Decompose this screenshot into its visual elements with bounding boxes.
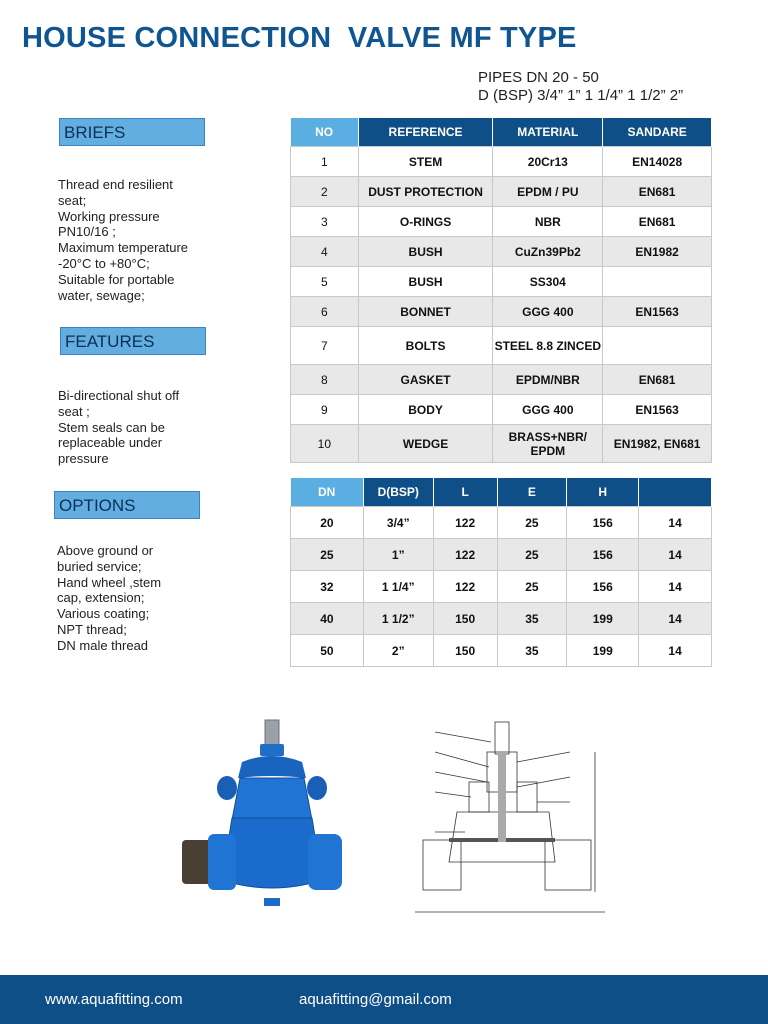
cell-material: GGG 400 <box>493 395 603 425</box>
options-line: buried service; <box>57 558 142 574</box>
cell-no: 3 <box>291 207 359 237</box>
briefs-line: -20°C to +80°C; <box>58 255 150 271</box>
page-title: HOUSE CONNECTION VALVE MF TYPE <box>22 22 577 54</box>
cell-material: 20Cr13 <box>493 147 603 177</box>
cell-d-bsp: 2” <box>363 635 433 667</box>
col-header-d-bsp: D(BSP) <box>363 478 433 507</box>
options-heading: OPTIONS <box>54 491 200 519</box>
briefs-heading: BRIEFS <box>59 118 205 146</box>
table-row <box>291 177 712 207</box>
col-header-reference: REFERENCE <box>358 118 493 147</box>
cell-d-bsp: 1 1/4” <box>363 571 433 603</box>
briefs-line: water, sewage; <box>58 287 145 303</box>
email-link[interactable]: aquafitting@gmail.com <box>299 991 452 1008</box>
dimensions-table <box>290 478 712 667</box>
table-row <box>291 327 712 365</box>
body-shape <box>222 818 322 888</box>
briefs-line: Thread end resilient <box>58 177 173 192</box>
cell-material: EPDM/NBR <box>493 365 603 395</box>
cell-standard: EN1982, EN681 <box>603 425 712 463</box>
options-line: Hand wheel ,stem <box>57 574 162 590</box>
cell-l: 122 <box>433 539 497 571</box>
cell-reference: BOLTS <box>358 327 493 365</box>
right-end-shape <box>308 834 342 890</box>
cell-material: STEEL 8.8 ZINCED <box>493 327 603 365</box>
left-end-shape <box>208 834 236 890</box>
cell-standard: EN1563 <box>603 395 712 425</box>
cell-reference: STEM <box>358 147 493 177</box>
cell-standard: EN681 <box>603 177 712 207</box>
drawing-right-port <box>545 840 591 890</box>
cell-l: 122 <box>433 571 497 603</box>
drawing-stem-core <box>498 752 506 842</box>
cell-dn: 50 <box>291 635 364 667</box>
col-header-no: NO <box>291 118 359 147</box>
cell-no: 2 <box>291 177 359 207</box>
drawing-left-port <box>423 840 461 890</box>
cell-standard: EN681 <box>603 207 712 237</box>
briefs-line: Maximum temperature <box>58 240 189 256</box>
table-row <box>291 237 712 267</box>
cell-no: 9 <box>291 395 359 425</box>
cell-standard: EN1982 <box>603 237 712 267</box>
cell-reference: O-RINGS <box>358 207 493 237</box>
cell-l: 150 <box>433 635 497 667</box>
briefs-line: Working pressure <box>58 208 160 224</box>
features-heading: FEATURES <box>60 327 206 355</box>
drawing-stem <box>495 722 509 754</box>
cell-l: 122 <box>433 507 497 539</box>
cell-reference: WEDGE <box>358 425 493 463</box>
cell-h: 199 <box>567 635 639 667</box>
options-line: DN male thread <box>57 637 149 653</box>
cell-e: 35 <box>497 603 567 635</box>
cell-extra: 14 <box>639 539 712 571</box>
website-link[interactable]: www.aquafitting.com <box>45 991 183 1008</box>
stem-nut-shape <box>260 744 284 756</box>
table-row <box>291 395 712 425</box>
cell-extra: 14 <box>639 603 712 635</box>
cell-reference: BODY <box>358 395 493 425</box>
cell-h: 156 <box>567 539 639 571</box>
col-header-dn: DN <box>291 478 364 507</box>
base-shape <box>264 898 280 906</box>
cell-dn: 20 <box>291 507 364 539</box>
drawing-leader <box>517 752 570 762</box>
cell-no: 6 <box>291 297 359 327</box>
table-row <box>291 365 712 395</box>
cell-l: 150 <box>433 603 497 635</box>
features-line: Stem seals can be <box>58 419 165 435</box>
cell-material: SS304 <box>493 267 603 297</box>
cell-h: 156 <box>567 571 639 603</box>
cell-d-bsp: 1 1/2” <box>363 603 433 635</box>
cell-e: 25 <box>497 571 567 603</box>
cell-material: GGG 400 <box>493 297 603 327</box>
cell-no: 7 <box>291 327 359 365</box>
briefs-text <box>58 177 208 303</box>
cell-reference: BONNET <box>358 297 493 327</box>
male-thread-shape <box>182 840 212 884</box>
table-row <box>291 507 712 539</box>
cell-h: 156 <box>567 507 639 539</box>
cell-e: 25 <box>497 539 567 571</box>
cell-reference: BUSH <box>358 267 493 297</box>
table-row <box>291 297 712 327</box>
cell-no: 8 <box>291 365 359 395</box>
bolt-right-shape <box>307 776 327 800</box>
cell-material: CuZn39Pb2 <box>493 237 603 267</box>
table-row <box>291 267 712 297</box>
bonnet-top-shape <box>238 756 306 778</box>
table-row <box>291 207 712 237</box>
features-line: Bi-directional shut off <box>58 388 180 403</box>
drawing-leader <box>435 792 471 797</box>
col-header-standard: SANDARE <box>603 118 712 147</box>
cell-no: 4 <box>291 237 359 267</box>
briefs-line: Suitable for portable <box>58 271 175 287</box>
drawing-leader <box>435 772 487 782</box>
pipes-line-1: PIPES DN 20 - 50 <box>478 69 599 86</box>
cell-no: 1 <box>291 147 359 177</box>
options-text <box>57 543 207 654</box>
materials-table <box>290 118 712 463</box>
cell-e: 35 <box>497 635 567 667</box>
col-header-material: MATERIAL <box>493 118 603 147</box>
cell-dn: 32 <box>291 571 364 603</box>
table-row <box>291 571 712 603</box>
cell-d-bsp: 3/4” <box>363 507 433 539</box>
cell-extra: 14 <box>639 635 712 667</box>
cell-e: 25 <box>497 507 567 539</box>
cell-reference: DUST PROTECTION <box>358 177 493 207</box>
col-header-extra <box>639 478 712 507</box>
cell-standard <box>603 267 712 297</box>
footer-bar <box>0 975 768 1024</box>
table-row <box>291 425 712 463</box>
features-line: seat ; <box>58 403 90 419</box>
cell-dn: 25 <box>291 539 364 571</box>
cell-d-bsp: 1” <box>363 539 433 571</box>
cell-material: BRASS+NBR/ EPDM <box>493 425 603 463</box>
cell-no: 5 <box>291 267 359 297</box>
bolt-left-shape <box>217 776 237 800</box>
pipe-sizes <box>478 69 683 105</box>
table-row <box>291 147 712 177</box>
options-line: NPT thread; <box>57 621 127 637</box>
table-row <box>291 539 712 571</box>
cell-material: NBR <box>493 207 603 237</box>
stem-shape <box>265 720 279 746</box>
cell-reference: BUSH <box>358 237 493 267</box>
table-row <box>291 603 712 635</box>
valve-section-drawing <box>405 712 620 927</box>
pipes-line-2: D (BSP) 3/4” 1” 1 1/4” 1 1/2” 2” <box>478 87 684 104</box>
features-text <box>58 388 208 467</box>
cell-dn: 40 <box>291 603 364 635</box>
table-row <box>291 635 712 667</box>
cell-extra: 14 <box>639 507 712 539</box>
options-line: cap, extension; <box>57 590 145 606</box>
cell-h: 199 <box>567 603 639 635</box>
options-line: Various coating; <box>57 606 150 622</box>
col-header-h: H <box>567 478 639 507</box>
cell-material: EPDM / PU <box>493 177 603 207</box>
drawing-leader <box>435 732 491 742</box>
drawing-bolt-left <box>469 782 489 812</box>
cell-reference: GASKET <box>358 365 493 395</box>
cell-standard: EN681 <box>603 365 712 395</box>
briefs-line: PN10/16 ; <box>58 224 116 240</box>
bonnet-shape <box>232 778 312 820</box>
cell-standard <box>603 327 712 365</box>
features-line: replaceable under <box>58 435 163 451</box>
features-line: pressure <box>58 451 109 467</box>
options-line: Above ground or <box>57 543 154 558</box>
cell-extra: 14 <box>639 571 712 603</box>
briefs-line: seat; <box>58 192 87 208</box>
cell-standard: EN14028 <box>603 147 712 177</box>
valve-product-photo <box>172 700 372 910</box>
col-header-e: E <box>497 478 567 507</box>
cell-no: 10 <box>291 425 359 463</box>
cell-standard: EN1563 <box>603 297 712 327</box>
drawing-leader <box>435 752 489 767</box>
col-header-l: L <box>433 478 497 507</box>
